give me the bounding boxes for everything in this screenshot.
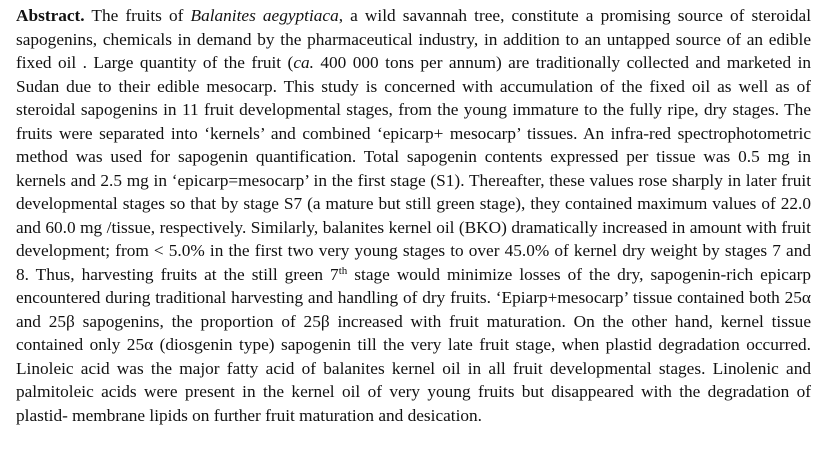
abstract-text-part2: 400 000 tons per annum) are traditionally collected and marketed in Sudan due to their edible mesocarp. This study is concerned with accumulation of the fixed oil as well as of steroidal sapogenins in 11 fruit developmental stages, from the young immature to the fully ripe, dry stages. The fruits were separated into ‘kernels’ and combined ‘epicarp+ mesocarp’ tissues. An infra-red spectrophotometric method was used for sapogenin quantification. Total sapogenin contents expressed per tissue was 0.5 mg in kernels and 2.5 mg in ‘epicarp=mesocarp’ in the first stage (S1). Thereafter, these values rose sharply in later fruit developmental stages so that by stage S7 (a mature but still green stage), they contained maximum values of 22.0 and 60.0 mg /tissue, respectively. Similarly, balanites kernel oil (BKO) dramatically increased in amount with fruit development; from < 5.0% in the first two very young stages to over 45.0% of kernel dry weight by stages 7 and 8. Thus, harvesting fruits at the still green 7 xyxy=(16,53,812,284)
abstract-paragraph xyxy=(16,4,811,427)
abstract-heading: Abstract. xyxy=(16,6,85,25)
ordinal-suffix: th xyxy=(338,264,348,277)
circa-abbrev: ca. xyxy=(293,53,314,72)
abstract-text-intro: The fruits of xyxy=(84,6,191,25)
abstract-text-part1: , a wild savannah tree, constitute a promising source of steroidal sapogenins, chemicals in demand by the pharmaceutical industry, in addition to an untapped source of an edible fixed oil . Large quantity of the fruit ( xyxy=(16,6,811,72)
species-name: Balanites aegyptiaca xyxy=(190,6,339,25)
abstract-text-part3: stage would minimize losses of the dry, sapogenin-rich epicarp encountered during traditional harvesting and handling of dry fruits. ‘Epiarp+mesocarp’ tissue contained both 25α and 25β sapogenins, the proportion of 25β increased with fruit maturation. On the other hand, kernel tissue contained only 25α (diosgenin type) sapogenin till the very late fruit stage, when plastid degradation occurred. Linoleic acid was the major fatty acid of balanites kernel oil in all fruit developmental stages. Linolenic and palmitoleic acids were present in the kernel oil of very young fruits but disappeared with the degradation of plastid- membrane lipids on further fruit maturation and desication. xyxy=(16,264,811,425)
